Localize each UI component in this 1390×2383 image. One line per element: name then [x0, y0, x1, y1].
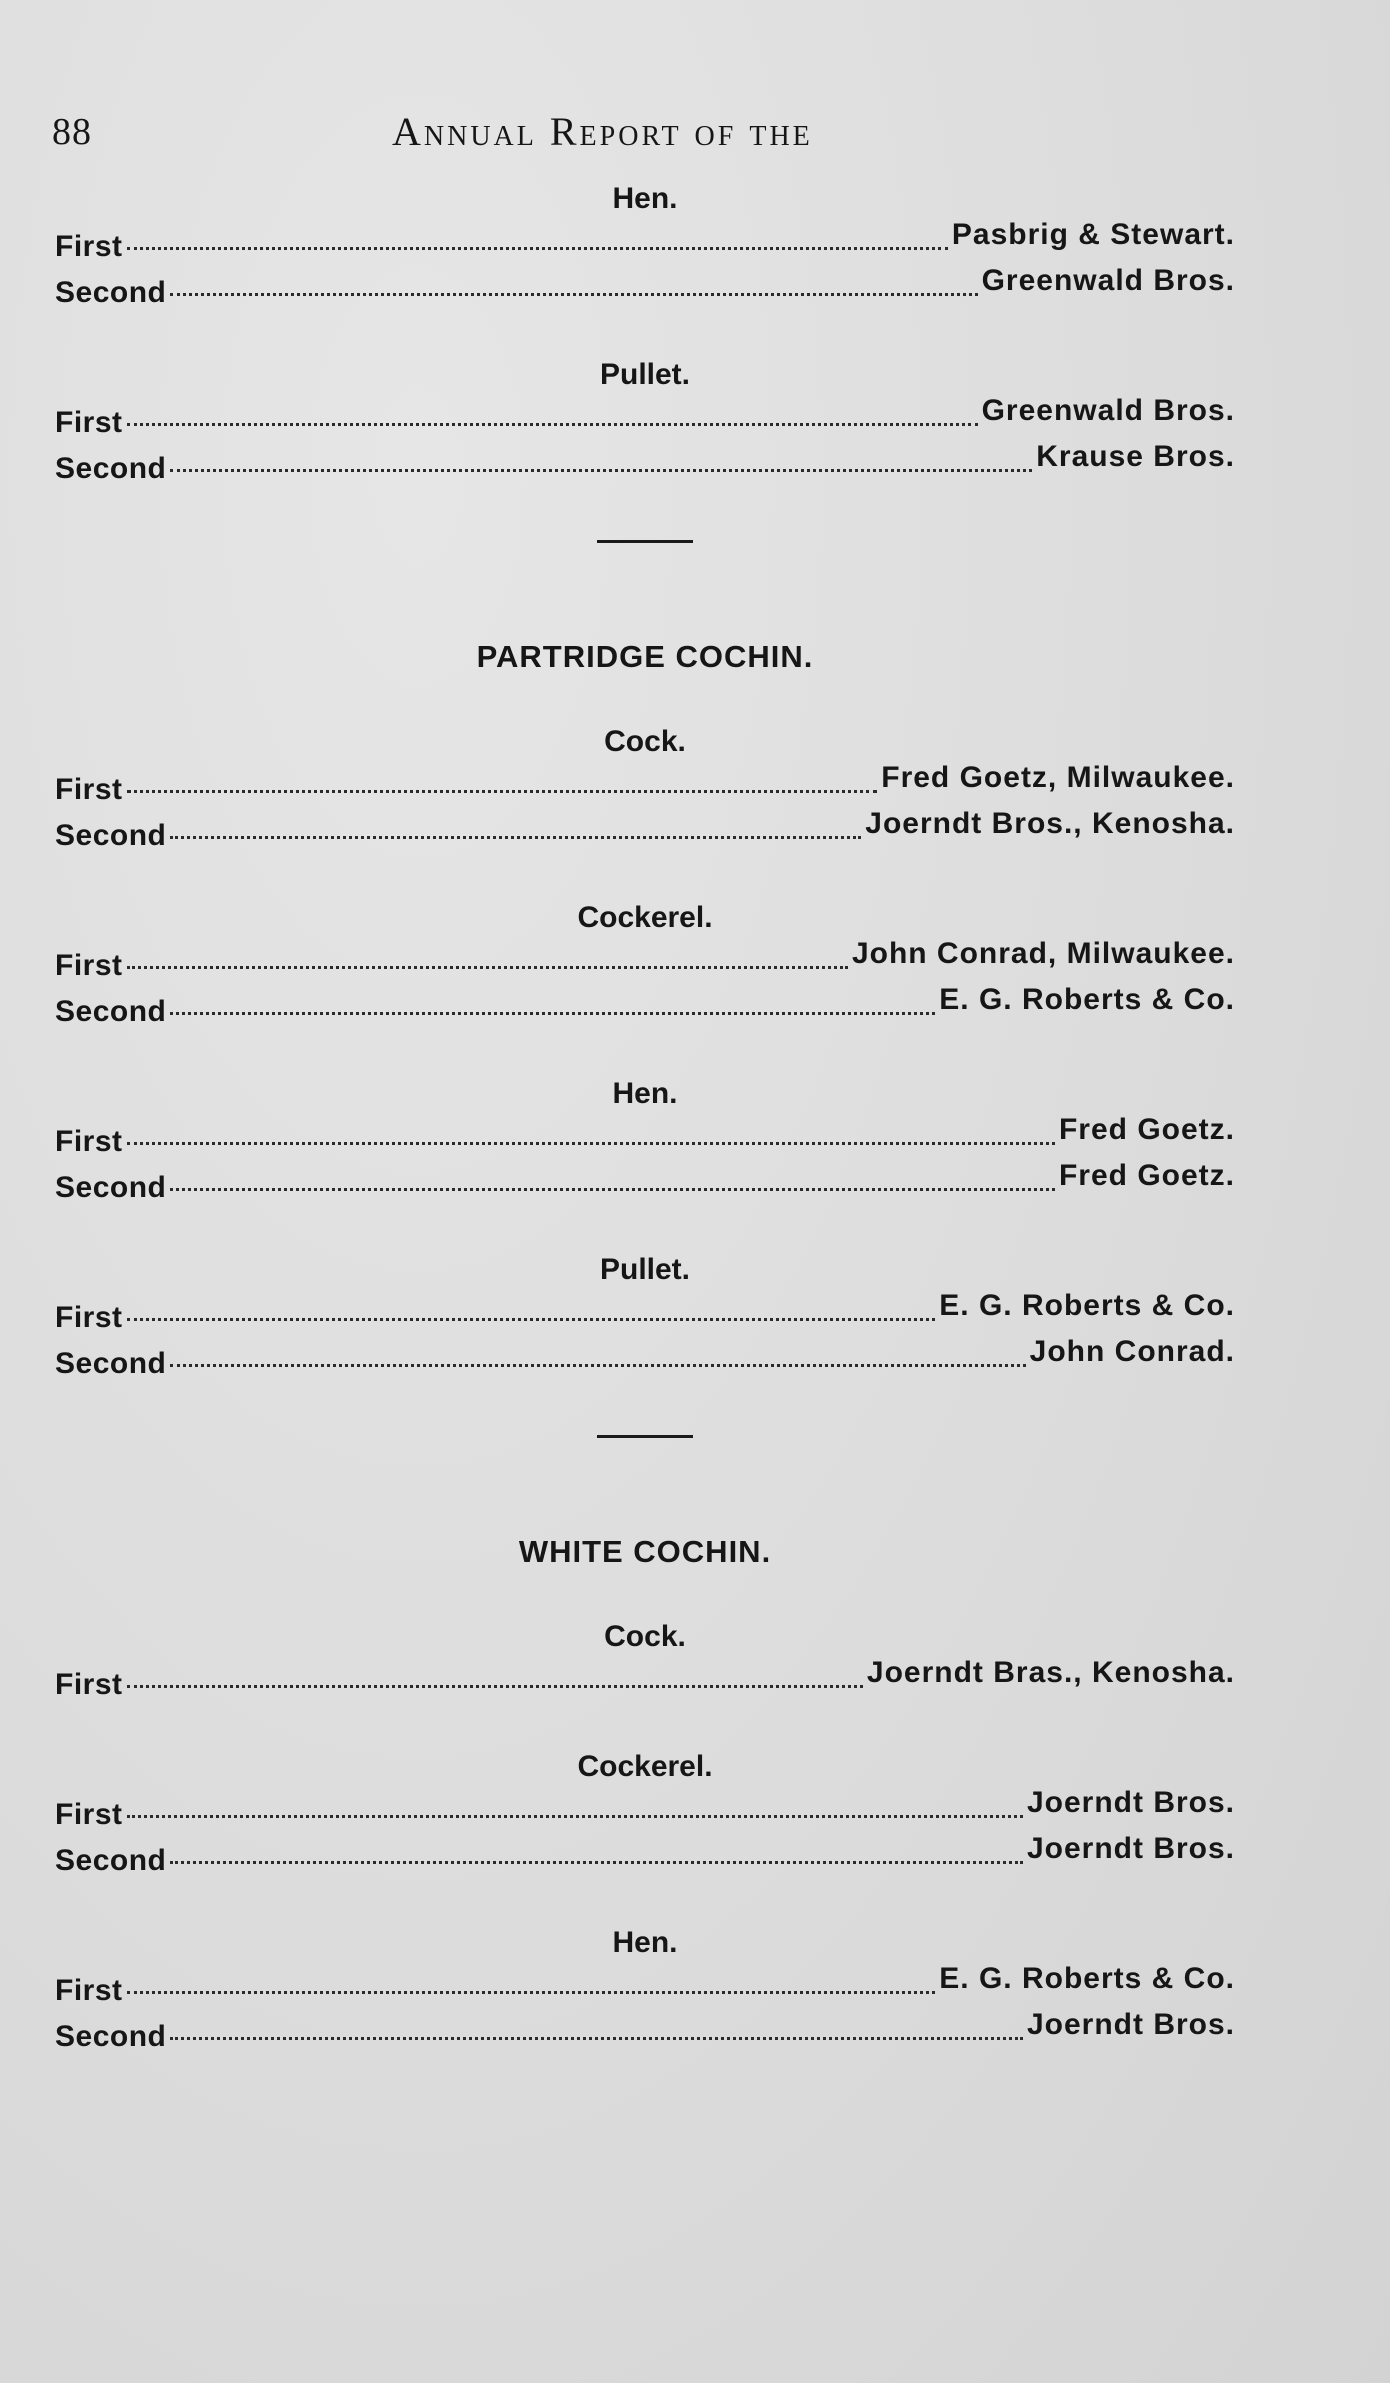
- award-winner: E. G. Roberts & Co.: [939, 1289, 1235, 1322]
- breed-heading: PARTRIDGE COCHIN.: [476, 639, 814, 674]
- category-title: Hen.: [612, 1926, 678, 1959]
- award-place: Second: [55, 995, 167, 1028]
- category-block: [55, 1924, 1235, 2060]
- category-block: [55, 1251, 1235, 1387]
- dot-leader: [127, 1318, 936, 1321]
- award-place: First: [55, 1301, 123, 1334]
- award-place: Second: [55, 452, 167, 485]
- running-head: [52, 100, 1282, 160]
- award-place: Second: [55, 819, 167, 852]
- award-place: Second: [55, 1844, 167, 1877]
- award-winner: Joerndt Bros., Kenosha.: [865, 807, 1235, 840]
- award-place: Second: [55, 276, 167, 309]
- dot-leader: [170, 469, 1032, 472]
- page-number: 88: [52, 111, 92, 153]
- category-block: [55, 1618, 1235, 1708]
- dot-leader: [127, 966, 848, 969]
- award-winner: E. G. Roberts & Co.: [939, 1962, 1235, 1995]
- category-title: Cockerel.: [577, 901, 713, 934]
- award-winner: Fred Goetz.: [1058, 1113, 1235, 1146]
- award-winner: Krause Bros.: [1036, 440, 1235, 473]
- dot-leader: [170, 1188, 1055, 1191]
- award-entry: [55, 440, 1235, 492]
- award-winner: Fred Goetz, Milwaukee.: [881, 761, 1235, 794]
- award-place: First: [55, 406, 123, 439]
- dot-leader: [127, 1142, 1055, 1145]
- award-entry: [55, 264, 1235, 316]
- dot-leader: [127, 423, 978, 426]
- dot-leader: [127, 1815, 1023, 1818]
- category-block: [55, 356, 1235, 492]
- results-list: [55, 180, 1235, 2060]
- category-block: [55, 1075, 1235, 1211]
- award-winner: Joerndt Bros.: [1026, 1786, 1235, 1819]
- dot-leader: [170, 1364, 1025, 1367]
- award-place: First: [55, 1798, 123, 1831]
- award-entry: [55, 1335, 1235, 1387]
- award-winner: Pasbrig & Stewart.: [951, 218, 1235, 251]
- award-place: First: [55, 1668, 123, 1701]
- award-entry: [55, 1656, 1235, 1708]
- award-entry: [55, 1832, 1235, 1884]
- award-winner: Greenwald Bros.: [981, 394, 1235, 427]
- category-title: Hen.: [612, 1077, 678, 1110]
- award-winner: Greenwald Bros.: [981, 264, 1235, 297]
- award-place: First: [55, 230, 123, 263]
- breed-heading: WHITE COCHIN.: [518, 1534, 772, 1569]
- dot-leader: [127, 247, 948, 250]
- category-title: Cock.: [604, 725, 686, 758]
- category-title: Pullet.: [599, 1253, 690, 1286]
- category-title: Pullet.: [599, 358, 690, 391]
- award-place: First: [55, 773, 123, 806]
- award-entry: [55, 1159, 1235, 1211]
- dot-leader: [170, 836, 861, 839]
- category-title: Cock.: [604, 1620, 686, 1653]
- running-title: Annual Report of the: [392, 109, 813, 154]
- award-place: First: [55, 1125, 123, 1158]
- dot-leader: [170, 1012, 935, 1015]
- dot-leader: [170, 1861, 1023, 1864]
- dot-leader: [127, 1685, 863, 1688]
- dot-leader: [170, 293, 977, 296]
- award-place: First: [55, 1974, 123, 2007]
- award-place: Second: [55, 1171, 167, 1204]
- category-block: [55, 899, 1235, 1035]
- award-winner: Fred Goetz.: [1058, 1159, 1235, 1192]
- award-entry: [55, 983, 1235, 1035]
- award-place: Second: [55, 2020, 167, 2053]
- award-winner: John Conrad, Milwaukee.: [851, 937, 1235, 970]
- category-title: Cockerel.: [577, 1750, 713, 1783]
- award-place: First: [55, 949, 123, 982]
- award-winner: E. G. Roberts & Co.: [939, 983, 1235, 1016]
- dot-leader: [127, 1991, 936, 1994]
- category-block: [55, 180, 1235, 316]
- category-block: [55, 1748, 1235, 1884]
- category-block: [55, 723, 1235, 859]
- category-title: Hen.: [612, 182, 678, 215]
- dot-leader: [127, 790, 878, 793]
- dot-leader: [170, 2037, 1023, 2040]
- award-entry: [55, 807, 1235, 859]
- award-winner: Joerndt Bras., Kenosha.: [866, 1656, 1235, 1689]
- award-winner: Joerndt Bros.: [1026, 1832, 1235, 1865]
- award-winner: John Conrad.: [1029, 1335, 1235, 1368]
- award-entry: [55, 2008, 1235, 2060]
- award-place: Second: [55, 1347, 167, 1380]
- award-winner: Joerndt Bros.: [1026, 2008, 1235, 2041]
